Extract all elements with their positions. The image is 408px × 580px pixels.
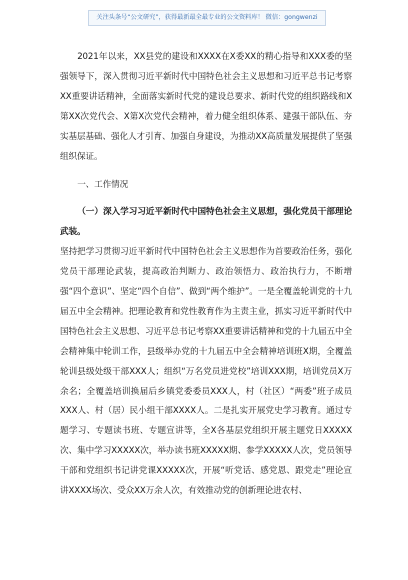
subsection-heading: （一）深入学习习近平新时代中国特色社会主义思想，强化党员干部理论武装。	[60, 207, 352, 238]
section-heading: 一、工作情况	[77, 180, 129, 191]
intro-paragraph: 2021年以来，XX县党的建设和XXXX在X委XX的精心指导和XXX委的坚强领导下，深入贯彻习近平新时代中国特色社会主义思想和习近平总书记考察XX重要讲话精神，全面落实新时代党的建设总要求、新时代党的组织路线和X第XX次党代会、X第X次党代会精神，着力健全组织体系、建强干部队伍、夯实基层基础、强化人才引育、加强自身建设，为推动XX高质量发展提供了坚强组织保证。	[60, 52, 352, 162]
document-body	[60, 48, 352, 502]
body-paragraph: 坚持把学习贯彻习近平新时代中国特色社会主义思想作为首要政治任务，强化党员干部理论武装，提高政治判断力、政治领悟力、政治执行力，不断增强“四个意识”、坚定“四个自信”、做到“两个维护”。一是全覆盖轮训党的十九届五中全会精神。把理论教育和党性教育作为主责主业，抓实习近平新时代中国特色社会主义思想、习近平总书记考察XX重要讲话精神和党的十九届五中全会精神集中轮训工作，县级举办党的十九届五中全会精神培训班X期，全覆盖轮训县级处级干部XXX人；组织“万名党员进党校”培训XXX期，培训党员X万余名；全覆盖培训换届后乡镇党委委员XXX人，村（社区）“两委”班子成员XXX人、村（居）民小组干部XXXX人。二是扎实开展党史学习教育。通过专题学习、专题读书班、专题宣讲等，全X各基层党组织开展主题党日XXXXX次、集中学习XXXXX次，举办读书班XXXXX期、参学XXXXX人次，党员领导干部和党组织书记讲党课XXXXX次，开展“听党话、感党恩、跟党走”理论宣讲XXXX场次、受众XX万余人次，有效推动党的创新理论进农村、	[60, 247, 352, 497]
promo-banner[interactable]: 关注头条号“公文研究”，获得最新最全最专业的公文资料库！ 微信：gongwenzi	[88, 10, 326, 26]
